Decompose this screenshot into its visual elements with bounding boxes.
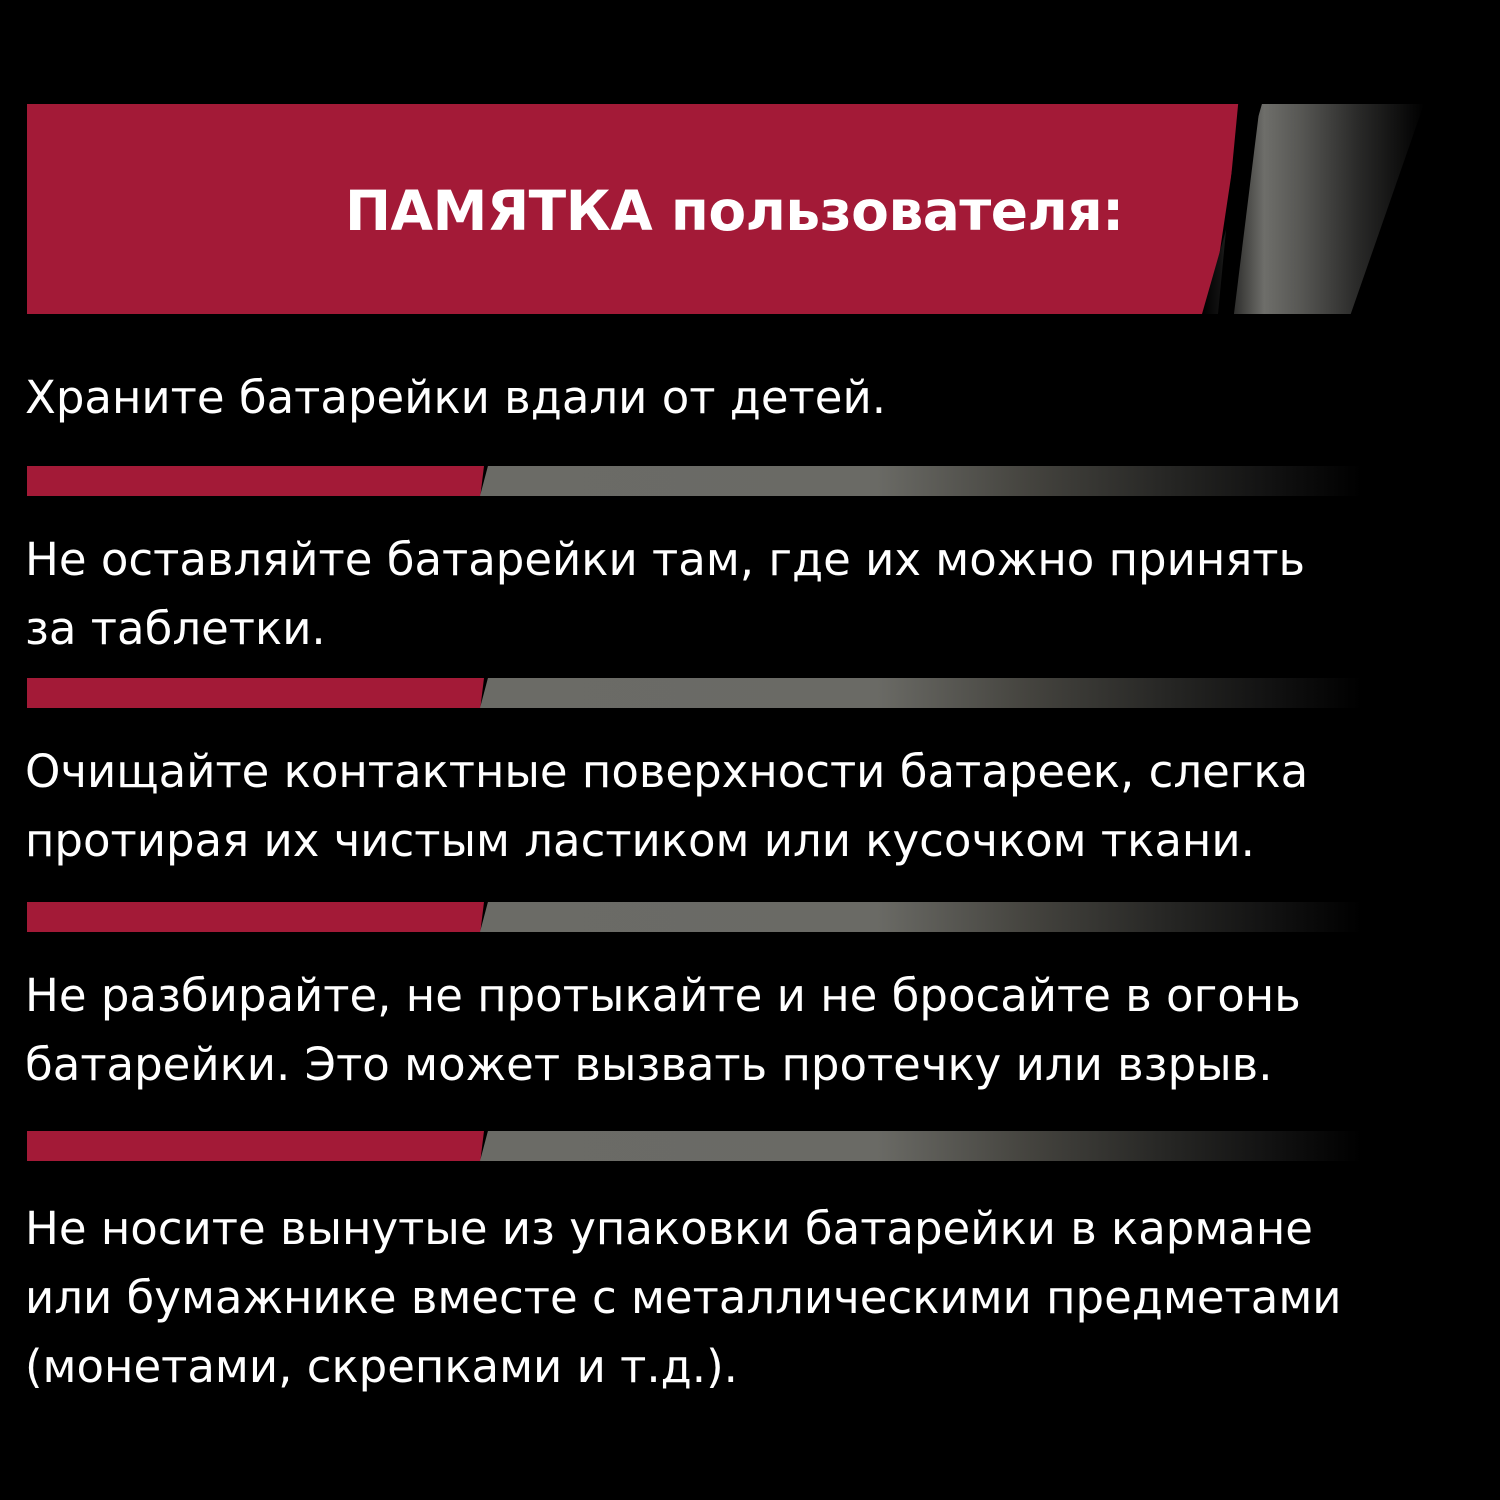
tip-do-not-disassemble [25, 961, 1301, 1099]
divider-grey-segment [480, 466, 1362, 496]
tip-line: Не носите вынутые из упаковки батарейки в кармане [25, 1202, 1313, 1255]
tip-line: за таблетки. [25, 602, 326, 655]
tip-line: или бумажнике вместе с металлическими предметами [25, 1271, 1342, 1324]
tip-line: Не оставляйте батарейки там, где их можно принять [25, 533, 1306, 586]
section-divider [27, 678, 1362, 708]
tip-line: батарейки. Это может вызвать протечку или взрыв. [25, 1038, 1273, 1091]
page-title: ПАМЯТКА пользователя: [345, 179, 1124, 243]
section-divider [27, 466, 1362, 496]
tip-line: Не разбирайте, не протыкайте и не бросайте в огонь [25, 969, 1301, 1022]
divider-grey-segment [480, 902, 1362, 932]
tip-line: Очищайте контактные поверхности батареек, слегка [25, 745, 1309, 798]
tip-not-mistake-for-pills [25, 525, 1305, 663]
divider-grey-segment [480, 1131, 1362, 1161]
tip-line: Храните батарейки вдали от детей. [25, 371, 886, 424]
tip-keep-away-from-children [25, 363, 886, 432]
divider-red-segment [27, 902, 484, 932]
divider-red-segment [27, 1131, 484, 1161]
tip-line: протирая их чистым ластиком или кусочком ткани. [25, 814, 1255, 867]
divider-red-segment [27, 678, 484, 708]
tip-clean-contacts [25, 737, 1308, 875]
divider-red-segment [27, 466, 484, 496]
section-divider [27, 902, 1362, 932]
tip-metal-objects [25, 1194, 1342, 1401]
tip-line: (монетами, скрепками и т.д.). [25, 1340, 738, 1393]
divider-grey-segment [480, 678, 1362, 708]
section-divider [27, 1131, 1362, 1161]
